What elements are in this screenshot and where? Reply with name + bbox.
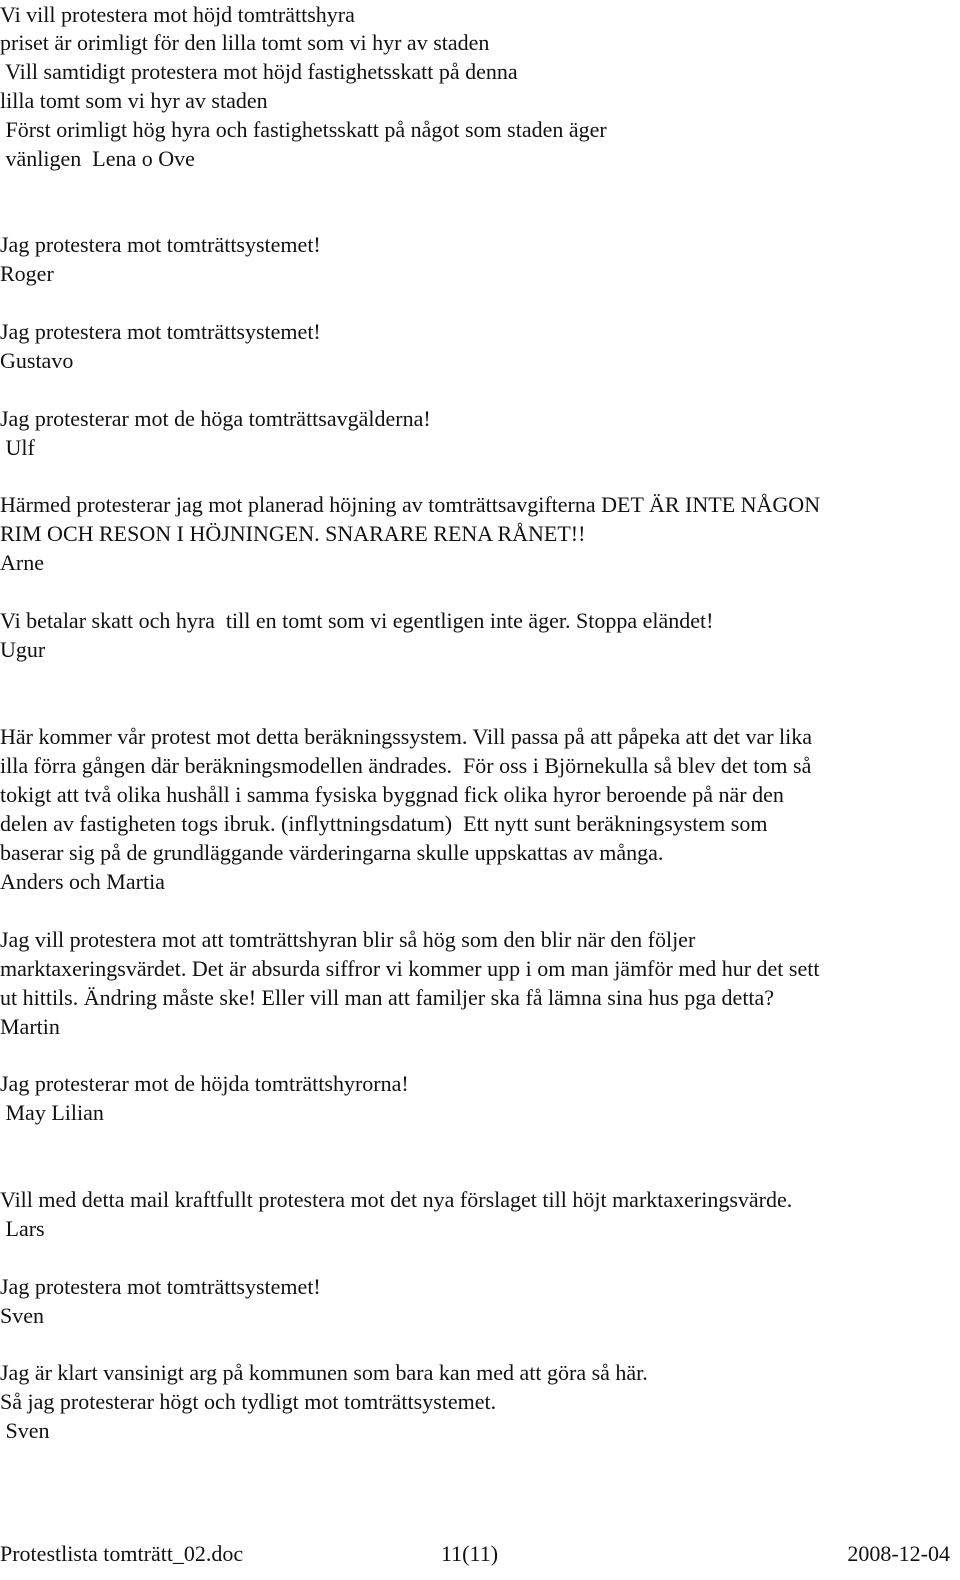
signature-line: Lars [0, 1216, 45, 1241]
text-line: vänligen Lena o Ove [0, 146, 195, 171]
text-line: Härmed protesterar jag mot planerad höjning av tomträttsavgifterna DET ÄR INTE NÅGON [0, 492, 821, 517]
text-line: Först orimligt hög hyra och fastighetsskatt på något som staden äger [0, 117, 607, 142]
text-line: ut hittils. Ändring måste ske! Eller vill man att familjer ska få lämna sina hus pga detta? [0, 985, 775, 1010]
text-line: Vi vill protestera mot höjd tomträttshyra [0, 2, 355, 27]
text-line: Vill med detta mail kraftfullt protestera mot det nya förslaget till höjt marktaxeringsvärde. [0, 1187, 793, 1212]
signature-line: Martin [0, 1014, 60, 1039]
signature-line: May Lilian [0, 1100, 104, 1125]
footer-filename: Protestlista tomträtt_02.doc [0, 1541, 244, 1566]
text-line: tokigt att två olika hushåll i samma fysiska byggnad fick olika hyror beroende på när den [0, 782, 784, 807]
text-line: Vill samtidigt protestera mot höjd fastighetsskatt på denna [0, 59, 518, 84]
footer-date: 2008-12-04 [847, 1541, 950, 1566]
signature-line: Sven [0, 1418, 50, 1443]
text-line: baserar sig på de grundläggande värderingarna skulle uppskattas av många. [0, 840, 664, 865]
text-line: marktaxeringsvärdet. Det är absurda siffror vi kommer upp i om man jämför med hur det sett [0, 956, 820, 981]
text-line: Jag protestera mot tomträttsystemet! [0, 1274, 321, 1299]
text-line: lilla tomt som vi hyr av staden [0, 88, 268, 113]
text-line: Så jag protesterar högt och tydligt mot tomträttsystemet. [0, 1389, 497, 1414]
text-line: Vi betalar skatt och hyra till en tomt som vi egentligen inte äger. Stoppa eländet! [0, 608, 714, 633]
footer-page-number: 11(11) [441, 1541, 499, 1566]
text-line: Jag protestera mot tomträttsystemet! [0, 319, 321, 344]
text-line: priset är orimligt för den lilla tomt som vi hyr av staden [0, 30, 490, 55]
signature-line: Sven [0, 1303, 44, 1328]
signature-line: Gustavo [0, 348, 74, 373]
page-footer [0, 1538, 958, 1570]
text-line: Jag är klart vansinigt arg på kommunen som bara kan med att göra så här. [0, 1360, 648, 1385]
signature-line: Anders och Martia [0, 869, 165, 894]
text-line: Jag protesterar mot de höga tomträttsavgälderna! [0, 406, 431, 431]
signature-line: Ulf [0, 435, 35, 460]
text-line: Jag vill protestera mot att tomträttshyran blir så hög som den blir när den följer [0, 927, 696, 952]
text-line: RIM OCH RESON I HÖJNINGEN. SNARARE RENA RÅNET!! [0, 521, 586, 546]
signature-line: Ugur [0, 637, 46, 662]
signature-line: Arne [0, 550, 44, 575]
text-line: Jag protestera mot tomträttsystemet! [0, 232, 321, 257]
signature-line: Roger [0, 261, 54, 286]
text-line: illa förra gången där beräkningsmodellen ändrades. För oss i Björnekulla så blev det tom så [0, 753, 812, 778]
text-line: Här kommer vår protest mot detta beräkningssystem. Vill passa på att påpeka att det var lika [0, 724, 813, 749]
text-line: delen av fastigheten togs ibruk. (inflyttningsdatum) Ett nytt sunt beräkningsystem som [0, 811, 768, 836]
text-line: Jag protesterar mot de höjda tomträttshyrorna! [0, 1071, 409, 1096]
